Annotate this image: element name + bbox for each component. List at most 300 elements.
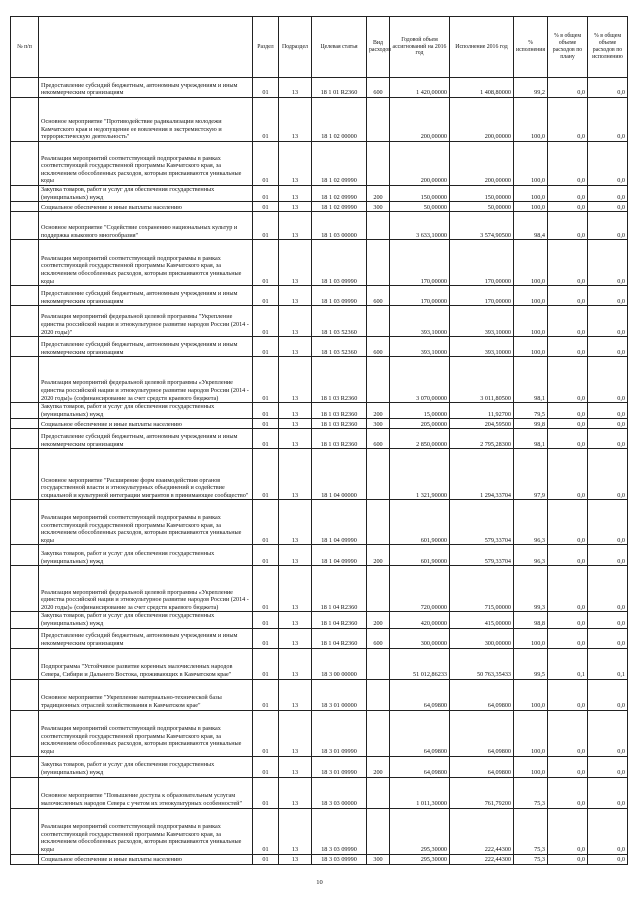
table-row (11, 777, 628, 808)
cell-num (11, 679, 39, 710)
cell-section: 01 (253, 98, 279, 142)
cell-sub: 13 (279, 500, 312, 545)
cell-type (367, 212, 390, 240)
cell-sub: 13 (279, 612, 312, 628)
cell-annual: 720,00000 (390, 566, 450, 612)
cell-se: 0,0 (588, 449, 628, 500)
cell-pct: 100,0 (514, 756, 548, 777)
cell-section: 01 (253, 429, 279, 449)
cell-annual: 200,00000 (390, 98, 450, 142)
cell-type: 200 (367, 186, 390, 202)
header-share-plan: % в общем объеме расходов по плану (548, 17, 588, 78)
cell-target: 18 1 02 09990 (312, 202, 367, 212)
cell-exec: 170,00000 (450, 286, 514, 306)
cell-sp: 0,0 (548, 240, 588, 286)
cell-section: 01 (253, 808, 279, 854)
cell-type (367, 710, 390, 756)
cell-annual: 1 321,90000 (390, 449, 450, 500)
cell-sp: 0,0 (548, 500, 588, 545)
cell-name: Предоставление субсидий бюджетным, автономным учреждениям и иным некоммерческим организациям (39, 337, 253, 357)
cell-exec: 222,44300 (450, 854, 514, 864)
cell-annual: 1 420,00000 (390, 78, 450, 98)
cell-type (367, 808, 390, 854)
cell-target: 18 1 04 R2360 (312, 628, 367, 648)
table-row (11, 449, 628, 500)
table-row (11, 612, 628, 628)
cell-sp: 0,0 (548, 419, 588, 429)
cell-exec: 64,09800 (450, 710, 514, 756)
cell-sub: 13 (279, 777, 312, 808)
cell-exec: 170,00000 (450, 240, 514, 286)
cell-annual: 64,09800 (390, 679, 450, 710)
cell-annual: 420,00000 (390, 612, 450, 628)
cell-target: 18 3 03 00000 (312, 777, 367, 808)
cell-target: 18 3 01 00000 (312, 679, 367, 710)
cell-type (367, 240, 390, 286)
cell-sp: 0,0 (548, 628, 588, 648)
table-row (11, 337, 628, 357)
cell-name: Реализация мероприятий федеральной целевой программы «Укрепление единства российской нации и этнокультурное развитие народов России (2014 - 2020 годы)» (софинансирование за счет средств краевого бюджета) (39, 357, 253, 403)
table-row (11, 648, 628, 679)
cell-name: Закупка товаров, работ и услуг для обеспечения государственных (муниципальных) нужд (39, 403, 253, 419)
cell-target: 18 1 04 09990 (312, 500, 367, 545)
cell-annual: 170,00000 (390, 286, 450, 306)
table-row (11, 286, 628, 306)
cell-num (11, 142, 39, 186)
cell-type (367, 449, 390, 500)
cell-se: 0,0 (588, 679, 628, 710)
cell-section: 01 (253, 202, 279, 212)
cell-annual: 1 011,30000 (390, 777, 450, 808)
cell-target: 18 1 02 09990 (312, 186, 367, 202)
cell-type: 600 (367, 628, 390, 648)
cell-name: Закупка товаров, работ и услуг для обеспечения государственных (муниципальных) нужд (39, 186, 253, 202)
cell-pct: 100,0 (514, 306, 548, 337)
cell-sub: 13 (279, 357, 312, 403)
table-row (11, 78, 628, 98)
cell-type: 600 (367, 286, 390, 306)
cell-num (11, 186, 39, 202)
cell-num (11, 449, 39, 500)
cell-sub: 13 (279, 419, 312, 429)
cell-target: 18 1 01 R2360 (312, 78, 367, 98)
cell-section: 01 (253, 212, 279, 240)
cell-annual: 64,09800 (390, 756, 450, 777)
cell-pct: 100,0 (514, 679, 548, 710)
cell-sp: 0,0 (548, 306, 588, 337)
cell-se: 0,0 (588, 403, 628, 419)
cell-sp: 0,0 (548, 854, 588, 864)
cell-section: 01 (253, 403, 279, 419)
cell-se: 0,0 (588, 142, 628, 186)
cell-name: Реализация мероприятий федеральной целевой программы «Укрепление единства российской нации и этнокультурное развитие народов России (2014 - 2020 годы)» (софинансирование за счет средств краевого бюджета) (39, 566, 253, 612)
cell-exec: 300,00000 (450, 628, 514, 648)
cell-pct: 99,5 (514, 648, 548, 679)
cell-sp: 0,0 (548, 286, 588, 306)
cell-num (11, 337, 39, 357)
table-body (11, 78, 628, 865)
cell-sub: 13 (279, 628, 312, 648)
cell-num (11, 202, 39, 212)
cell-sub: 13 (279, 854, 312, 864)
cell-pct: 100,0 (514, 240, 548, 286)
cell-section: 01 (253, 186, 279, 202)
cell-type: 200 (367, 612, 390, 628)
cell-target: 18 1 03 09990 (312, 240, 367, 286)
cell-target: 18 1 04 R2360 (312, 612, 367, 628)
cell-se: 0,0 (588, 357, 628, 403)
cell-name: Закупка товаров, работ и услуг для обеспечения государственных (муниципальных) нужд (39, 612, 253, 628)
cell-annual: 200,00000 (390, 142, 450, 186)
cell-annual: 295,30000 (390, 854, 450, 864)
cell-num (11, 566, 39, 612)
cell-sub: 13 (279, 429, 312, 449)
cell-sub: 13 (279, 710, 312, 756)
cell-section: 01 (253, 545, 279, 566)
cell-annual: 300,00000 (390, 628, 450, 648)
cell-se: 0,0 (588, 337, 628, 357)
cell-pct: 98,1 (514, 429, 548, 449)
cell-name: Предоставление субсидий бюджетным, автономным учреждениям и иным некоммерческим организациям (39, 286, 253, 306)
cell-sub: 13 (279, 808, 312, 854)
cell-sp: 0,0 (548, 679, 588, 710)
cell-pct: 98,4 (514, 212, 548, 240)
cell-se: 0,0 (588, 186, 628, 202)
cell-sp: 0,0 (548, 612, 588, 628)
cell-se: 0,0 (588, 212, 628, 240)
cell-sp: 0,0 (548, 403, 588, 419)
cell-annual: 3 070,00000 (390, 357, 450, 403)
cell-name: Предоставление субсидий бюджетным, автономным учреждениям и иным некоммерческим организациям (39, 78, 253, 98)
cell-annual: 2 850,00000 (390, 429, 450, 449)
cell-name: Социальное обеспечение и иные выплаты населению (39, 202, 253, 212)
cell-num (11, 777, 39, 808)
cell-target: 18 1 03 R2360 (312, 419, 367, 429)
cell-type (367, 777, 390, 808)
cell-num (11, 419, 39, 429)
cell-pct: 99,8 (514, 419, 548, 429)
cell-type: 300 (367, 419, 390, 429)
cell-num (11, 403, 39, 419)
cell-section: 01 (253, 449, 279, 500)
table-row (11, 429, 628, 449)
cell-type (367, 306, 390, 337)
cell-type: 600 (367, 78, 390, 98)
cell-sub: 13 (279, 212, 312, 240)
table-row (11, 142, 628, 186)
cell-sp: 0,0 (548, 357, 588, 403)
cell-target: 18 1 03 52360 (312, 337, 367, 357)
cell-section: 01 (253, 240, 279, 286)
cell-sub: 13 (279, 756, 312, 777)
table-row (11, 710, 628, 756)
cell-section: 01 (253, 142, 279, 186)
cell-type (367, 142, 390, 186)
cell-section: 01 (253, 710, 279, 756)
cell-annual: 601,90000 (390, 500, 450, 545)
cell-se: 0,0 (588, 500, 628, 545)
table-header-row (11, 17, 628, 78)
header-expense-type: Вид расходов (367, 17, 390, 78)
cell-name: Реализация мероприятий соответствующей подпрограммы в рамках соответствующей государственной программы Камчатского края, за исключением обособленных расходов, которым присваиваются уникальные коды (39, 240, 253, 286)
cell-sub: 13 (279, 78, 312, 98)
table-row (11, 212, 628, 240)
table-row (11, 628, 628, 648)
cell-name: Социальное обеспечение и иные выплаты населению (39, 854, 253, 864)
cell-se: 0,0 (588, 286, 628, 306)
cell-num (11, 98, 39, 142)
table-row (11, 545, 628, 566)
cell-exec: 50 763,35433 (450, 648, 514, 679)
cell-sub: 13 (279, 648, 312, 679)
cell-sp: 0,0 (548, 566, 588, 612)
cell-section: 01 (253, 628, 279, 648)
cell-target: 18 1 03 52360 (312, 306, 367, 337)
header-target: Целевая статья (312, 17, 367, 78)
cell-exec: 2 795,28300 (450, 429, 514, 449)
cell-name: Закупка товаров, работ и услуг для обеспечения государственных (муниципальных) нужд (39, 756, 253, 777)
cell-exec: 64,09800 (450, 756, 514, 777)
table-row (11, 240, 628, 286)
cell-num (11, 854, 39, 864)
table-row (11, 403, 628, 419)
cell-section: 01 (253, 500, 279, 545)
cell-sub: 13 (279, 142, 312, 186)
cell-name: Закупка товаров, работ и услуг для обеспечения государственных (муниципальных) нужд (39, 545, 253, 566)
cell-type: 300 (367, 202, 390, 212)
cell-name: Предоставление субсидий бюджетным, автономным учреждениям и иным некоммерческим организациям (39, 628, 253, 648)
cell-se: 0,0 (588, 777, 628, 808)
cell-pct: 98,1 (514, 357, 548, 403)
cell-num (11, 756, 39, 777)
cell-se: 0,0 (588, 612, 628, 628)
cell-pct: 100,0 (514, 337, 548, 357)
cell-target: 18 1 03 00000 (312, 212, 367, 240)
cell-sub: 13 (279, 545, 312, 566)
cell-pct: 75,3 (514, 854, 548, 864)
cell-sub: 13 (279, 202, 312, 212)
cell-num (11, 612, 39, 628)
cell-section: 01 (253, 419, 279, 429)
cell-name: Реализация мероприятий федеральной целевой программы "Укрепление единства российской нации и этнокультурное развитие народов России (2014 - 2020 годы)" (39, 306, 253, 337)
cell-exec: 393,10000 (450, 337, 514, 357)
table-row (11, 186, 628, 202)
table-row (11, 202, 628, 212)
cell-section: 01 (253, 78, 279, 98)
cell-exec: 715,00000 (450, 566, 514, 612)
cell-annual: 50,00000 (390, 202, 450, 212)
cell-target: 18 1 03 R2360 (312, 403, 367, 419)
cell-exec: 50,00000 (450, 202, 514, 212)
table-row (11, 808, 628, 854)
cell-annual: 170,00000 (390, 240, 450, 286)
cell-type: 600 (367, 429, 390, 449)
cell-type: 300 (367, 854, 390, 864)
cell-sp: 0,0 (548, 710, 588, 756)
cell-name: Реализация мероприятий соответствующей подпрограммы в рамках соответствующей государственной программы Камчатского края, за исключением обособленных расходов, которым присваиваются уникальные коды (39, 808, 253, 854)
cell-sub: 13 (279, 98, 312, 142)
table-row (11, 854, 628, 864)
cell-pct: 100,0 (514, 286, 548, 306)
cell-sp: 0,0 (548, 808, 588, 854)
cell-target: 18 1 02 09990 (312, 142, 367, 186)
cell-target: 18 1 03 09990 (312, 286, 367, 306)
cell-sub: 13 (279, 186, 312, 202)
cell-annual: 393,10000 (390, 337, 450, 357)
cell-sp: 0,0 (548, 98, 588, 142)
cell-name: Основное мероприятие "Укрепление материально-технической базы традиционных отраслей хозяйствования в Камчатском крае" (39, 679, 253, 710)
cell-pct: 98,8 (514, 612, 548, 628)
cell-pct: 100,0 (514, 98, 548, 142)
cell-se: 0,0 (588, 98, 628, 142)
cell-pct: 96,3 (514, 545, 548, 566)
cell-exec: 415,00000 (450, 612, 514, 628)
header-percent: % исполнения (514, 17, 548, 78)
cell-target: 18 3 00 00000 (312, 648, 367, 679)
cell-sub: 13 (279, 566, 312, 612)
cell-exec: 200,00000 (450, 142, 514, 186)
cell-sp: 0,0 (548, 202, 588, 212)
table-row (11, 419, 628, 429)
cell-section: 01 (253, 756, 279, 777)
cell-exec: 64,09800 (450, 679, 514, 710)
cell-target: 18 3 03 09990 (312, 808, 367, 854)
header-num: № п/п (11, 17, 39, 78)
cell-num (11, 306, 39, 337)
cell-name: Предоставление субсидий бюджетным, автономным учреждениям и иным некоммерческим организациям (39, 429, 253, 449)
cell-exec: 11,92700 (450, 403, 514, 419)
cell-annual: 601,90000 (390, 545, 450, 566)
cell-se: 0,0 (588, 429, 628, 449)
cell-annual: 51 012,86233 (390, 648, 450, 679)
table-row (11, 500, 628, 545)
cell-section: 01 (253, 306, 279, 337)
cell-type: 200 (367, 756, 390, 777)
cell-sub: 13 (279, 449, 312, 500)
cell-sp: 0,0 (548, 142, 588, 186)
cell-sub: 13 (279, 286, 312, 306)
cell-num (11, 429, 39, 449)
cell-se: 0,0 (588, 566, 628, 612)
cell-num (11, 357, 39, 403)
cell-pct: 99,2 (514, 78, 548, 98)
cell-se: 0,1 (588, 648, 628, 679)
cell-target: 18 3 01 09990 (312, 710, 367, 756)
page-number: 10 (316, 879, 323, 886)
cell-se: 0,0 (588, 306, 628, 337)
cell-section: 01 (253, 854, 279, 864)
cell-annual: 295,30000 (390, 808, 450, 854)
cell-se: 0,0 (588, 756, 628, 777)
cell-sp: 0,0 (548, 429, 588, 449)
budget-execution-table (10, 16, 628, 865)
table-row (11, 306, 628, 337)
cell-target: 18 1 04 09990 (312, 545, 367, 566)
table-row (11, 756, 628, 777)
cell-annual: 3 633,10000 (390, 212, 450, 240)
cell-num (11, 500, 39, 545)
cell-se: 0,0 (588, 710, 628, 756)
cell-num (11, 78, 39, 98)
cell-name: Основное мероприятие "Расширение форм взаимодействия органов государственной власти и этнокультурных объединений и содействие социальной и культурной интеграции мигрантов в принимающее сообщество" (39, 449, 253, 500)
cell-exec: 3 574,90500 (450, 212, 514, 240)
cell-num (11, 286, 39, 306)
cell-target: 18 1 03 R2360 (312, 357, 367, 403)
cell-pct: 100,0 (514, 202, 548, 212)
cell-exec: 222,44300 (450, 808, 514, 854)
cell-name: Реализация мероприятий соответствующей подпрограммы в рамках соответствующей государственной программы Камчатского края, за исключением обособленных расходов, которым присваиваются уникальные коды (39, 710, 253, 756)
cell-pct: 75,3 (514, 777, 548, 808)
cell-section: 01 (253, 566, 279, 612)
cell-name: Подпрограмма "Устойчивое развитие коренных малочисленных народов Севера, Сибири и Дальнего Востока, проживающих в Камчатском крае" (39, 648, 253, 679)
cell-sp: 0,0 (548, 449, 588, 500)
cell-type (367, 357, 390, 403)
header-name (39, 17, 253, 78)
cell-name: Основное мероприятие "Противодействие радикализации молодежи Камчатского края и недопущение ее вовлечения в экстремистскую и террористическую деятельность" (39, 98, 253, 142)
cell-sp: 0,0 (548, 78, 588, 98)
cell-num (11, 240, 39, 286)
cell-target: 18 1 02 00000 (312, 98, 367, 142)
header-section: Раздел (253, 17, 279, 78)
table-row (11, 357, 628, 403)
cell-sp: 0,0 (548, 777, 588, 808)
cell-exec: 579,33704 (450, 500, 514, 545)
table-row (11, 566, 628, 612)
cell-se: 0,0 (588, 854, 628, 864)
header-annual: Годовой объем ассигнований на 2016 год (390, 17, 450, 78)
cell-name: Реализация мероприятий соответствующей подпрограммы в рамках соответствующей государственной программы Камчатского края, за исключением обособленных расходов, которым присваиваются уникальные коды (39, 500, 253, 545)
cell-target: 18 1 03 R2360 (312, 429, 367, 449)
cell-pct: 96,3 (514, 500, 548, 545)
cell-type (367, 648, 390, 679)
cell-section: 01 (253, 648, 279, 679)
cell-exec: 150,00000 (450, 186, 514, 202)
cell-annual: 150,00000 (390, 186, 450, 202)
cell-num (11, 212, 39, 240)
cell-type (367, 98, 390, 142)
cell-sp: 0,0 (548, 756, 588, 777)
cell-exec: 204,59500 (450, 419, 514, 429)
header-executed: Исполнение 2016 год (450, 17, 514, 78)
cell-se: 0,0 (588, 628, 628, 648)
cell-pct: 75,3 (514, 808, 548, 854)
cell-pct: 100,0 (514, 142, 548, 186)
table-row (11, 98, 628, 142)
cell-section: 01 (253, 679, 279, 710)
cell-section: 01 (253, 612, 279, 628)
table-row (11, 679, 628, 710)
cell-pct: 100,0 (514, 628, 548, 648)
cell-type (367, 566, 390, 612)
cell-exec: 1 408,80000 (450, 78, 514, 98)
cell-num (11, 545, 39, 566)
cell-sub: 13 (279, 306, 312, 337)
cell-section: 01 (253, 777, 279, 808)
cell-num (11, 628, 39, 648)
cell-type: 200 (367, 403, 390, 419)
cell-pct: 100,0 (514, 186, 548, 202)
cell-annual: 393,10000 (390, 306, 450, 337)
cell-num (11, 648, 39, 679)
cell-sp: 0,0 (548, 545, 588, 566)
cell-se: 0,0 (588, 202, 628, 212)
cell-target: 18 1 04 R2360 (312, 566, 367, 612)
cell-sub: 13 (279, 337, 312, 357)
cell-section: 01 (253, 337, 279, 357)
cell-pct: 100,0 (514, 710, 548, 756)
cell-sp: 0,1 (548, 648, 588, 679)
cell-exec: 579,33704 (450, 545, 514, 566)
